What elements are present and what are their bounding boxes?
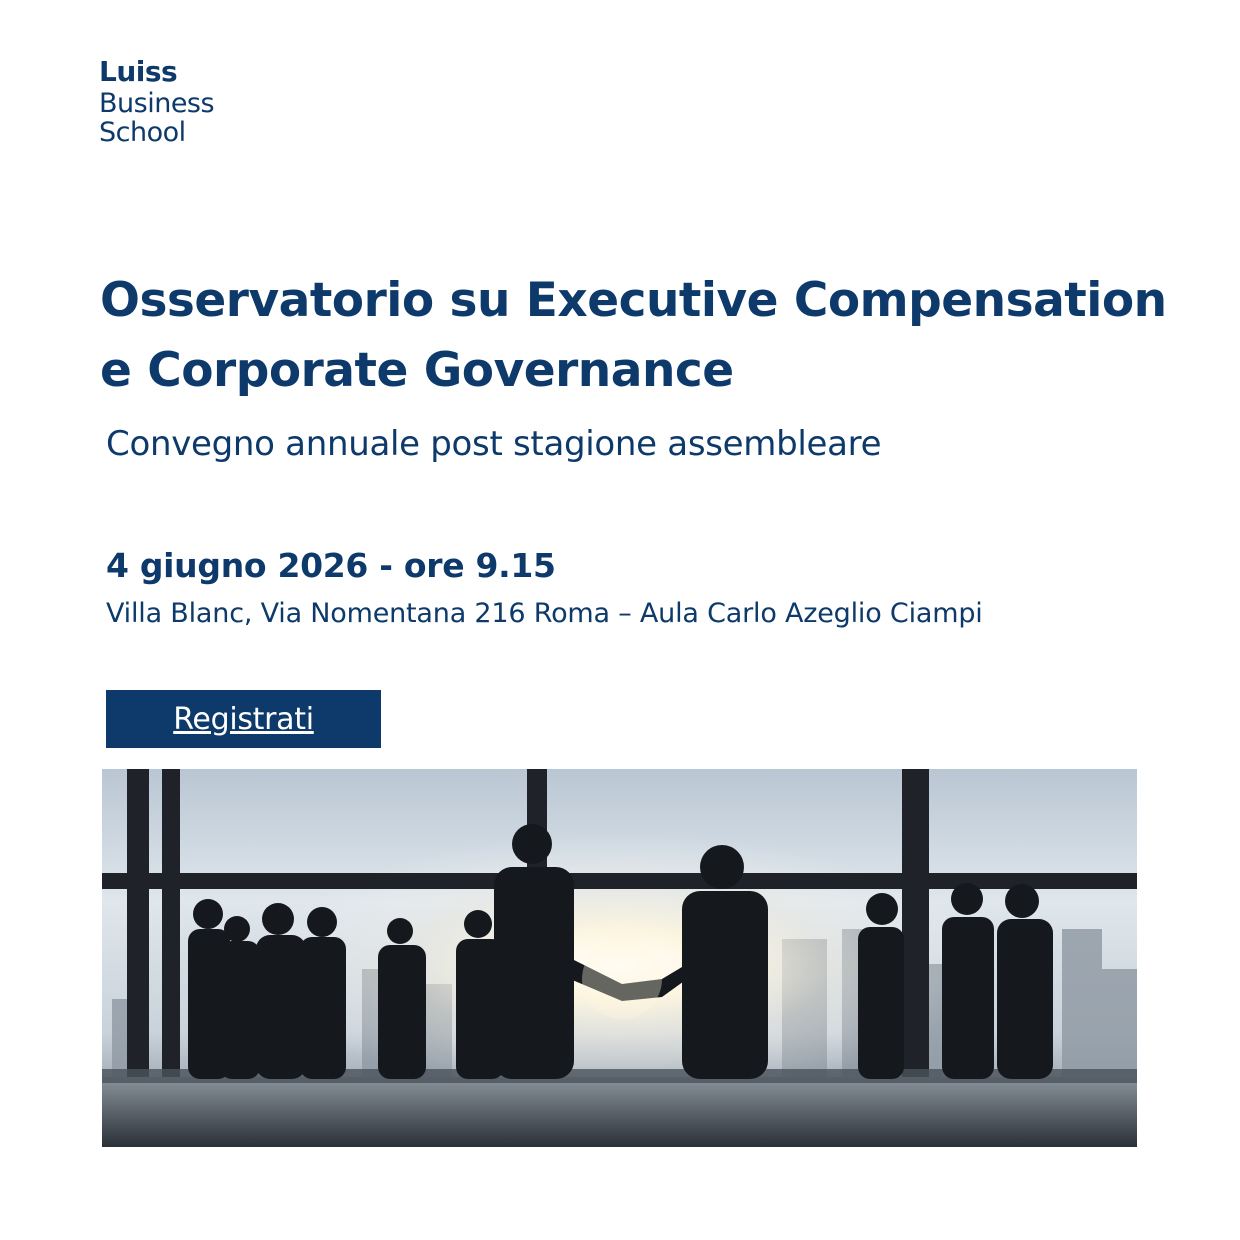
event-subtitle: Convegno annuale post stagione assembleare — [106, 424, 882, 464]
luiss-logo[interactable] — [99, 55, 215, 148]
event-date-time: 4 giugno 2026 - ore 9.15 — [106, 546, 556, 585]
event-venue: Villa Blanc, Via Nomentana 216 Roma – Aula Carlo Azeglio Ciampi — [106, 598, 983, 629]
event-title — [100, 266, 1180, 406]
register-button-label[interactable]: Registrati — [173, 701, 314, 737]
register-button[interactable] — [106, 690, 381, 748]
logo-luiss-text: Luiss — [99, 55, 178, 88]
logo-business-text: Business — [99, 88, 215, 119]
hero-image-business-handshake — [102, 769, 1137, 1147]
event-title-line2: e Corporate Governance — [100, 343, 734, 398]
logo-school-text: School — [99, 117, 186, 148]
hero-illustration — [102, 769, 1137, 1147]
event-title-line1: Osservatorio su Executive Compensation — [100, 273, 1167, 328]
